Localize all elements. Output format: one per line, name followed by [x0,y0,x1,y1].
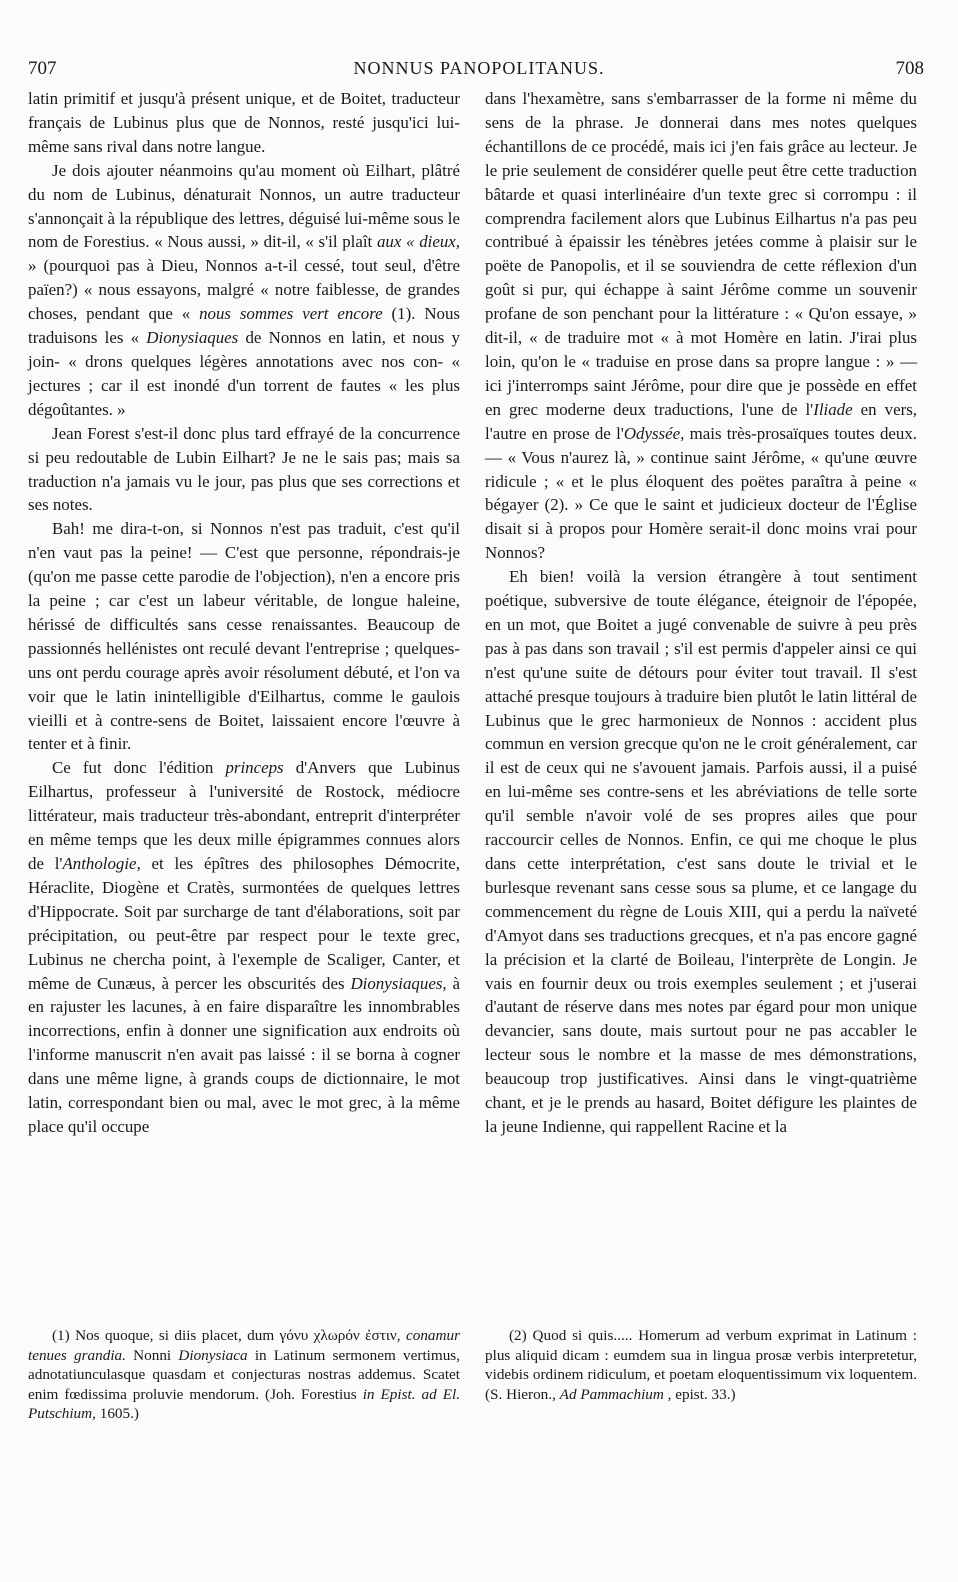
paragraph: Je dois ajouter néanmoins qu'au moment où Eilhart, plâtré du nom de Lubinus, dénaturait Nonnos, un autre traducteur s'annonçait à la république des lettres, déguisé lui-même sous le nom de Forestius. « Nous aussi, » dit-il, « s'il plaît aux « dieux, » (pourquoi pas à Dieu, Nonnos a-t-il cessé, tout seul, d'être païen?) « nous essayons, malgré « notre faiblesse, de grandes choses, pendant que « nous sommes vert encore (1). Nous traduisons les « Dionysiaques de Nonnos en latin, et nous y join- « drons quelques légères annotations avec nos con- « jectures ; car il est inondé d'un torrent de fautes « les plus dégoûtantes. » [28,160,461,419]
page-number-left: 707 [28,58,57,79]
running-title: NONNUS PANOPOLITANUS. [353,58,605,78]
footnote-2: (2) Quod si quis..... Homerum ad verbum exprimat in Latinum : plus aliquid dicam : eumdem sua in lingua prosæ verbis interpretetur, videbis ordinem ridiculum, et poetam eloquentissimum vix loquentem. (S. Hieron., Ad Pammachium , epist. 33.) [485,1327,917,1403]
paragraph: latin primitif et jusqu'à présent unique, et de Boitet, traducteur français de Lubinus plus que de Nonnos, resté jusqu'ici lui-même sans rival dans notre langue. [28,89,460,156]
paragraph: Bah! me dira-t-on, si Nonnos n'est pas traduit, c'est qu'il n'en vaut pas la peine! — C'est que personne, répondrais-je (qu'on me passe cette parodie de l'objection), n'en a encore pris la peine ; car c'est un labeur véritable, de longue haleine, hérissé de difficultés sans cesse renaissantes. Beaucoup de passionnés hellénistes ont reculé devant l'entreprise ; quelques-uns ont perdu courage après avoir résolument débuté, et l'on va voir que le latin inintelligible d'Eilhartus, comme le gaulois vieilli et à contre-sens de Boitet, laissaient encore l'œuvre à tenter et à finir. [28,519,460,754]
left-column [28,87,460,1139]
running-header [0,58,958,88]
paragraph: Jean Forest s'est-il donc plus tard effrayé de la concurrence si peu redoutable de Lubin Eilhart? Je ne le sais pas; mais sa traduction n'a jamais vu le jour, pas plus que ses corrections et ses notes. [28,423,460,515]
paragraph: dans l'hexamètre, sans s'embarrasser de la forme ni même du sens de la phrase. Je donnerai dans mes notes quelques échantillons de ce procédé, mais ici j'en fais grâce au lecteur. Je le prie seulement de considérer quelle peut être cette traduction bâtarde et quasi interlinéaire d'un texte grec si corrompu : il comprendra facilement alors que Lubinus Eilhartus n'a pas peu contribué à épaissir les ténèbres jetées comme à plaisir sur le poëte de Panopolis, et il se souviendra de cette réflexion d'un goût si pur, qui échappe à saint Jérôme comme un souvenir profane de son penchant pour la littérature : « Qu'on essaye, » dit-il, « de traduire mot « à mot Homère en latin. J'irai plus loin, qu'on le « traduise en prose dans sa propre langue : » — ici j'interromps saint Jérôme, pour dire que je possède en effet en grec moderne deux traductions, l'une de l'Iliade en vers, l'autre en prose de l'Odyssée, mais très-prosaïques toutes deux. — « Vous n'aurez là, » continue saint Jérôme, « qu'une œuvre ridicule ; « et le plus éloquent des poëtes paraîtra à peine « bégayer (2). » Ce que le saint et judicieux docteur de l'Église disait si à propos pour Homère serait-il donc moins vrai pour Nonnos? [485,89,918,563]
page-number-right: 708 [895,58,924,79]
paragraph: Eh bien! voilà la version étrangère à tout sentiment poétique, subversive de toute élégance, éteignoir de l'épopée, en un mot, que Boitet a jugé convenable de suivre à peu près pas à pas dans son travail ; s'il est permis d'appeler ainsi ce qui n'est qu'une suite de détours pour éviter tout travail. Il s'est attaché presque toujours à traduire bien plutôt le latin littéral de Lubinus que le grec harmonieux de Nonnos : accident plus commun en version grecque qu'on ne le croit généralement, car il est de ceux qui ne s'avouent jamais. Parfois aussi, il a puisé en lui-même ses contre-sens et les abréviations de telle sorte qu'il semble n'avoir volé de ses propres ailes que pour raccourcir celles de Nonnos. Enfin, ce qui me choque le plus dans cette interprétation, c'est sans doute le trivial et le burlesque revenant sans cesse sous sa plume, et ce langage du commencement du règne de Louis XIII, qui a perdu la naïveté d'Amyot dans ses traductions grecques, et n'a pas encore gagné la précision et la clarté de Boileau, l'interprète de Longin. Je vais en fournir deux ou trois exemples seulement ; et j'userai d'autant de réserve dans mes notes par égard pour mon unique devancier, sans doute, mais surtout pour ne pas accabler le lecteur sous le nombre et la masse de mes démonstrations, beaucoup trop justificatives. Ainsi dans le vingt-quatrième chant, et je le prends au hasard, Boitet défigure les plaintes de la jeune Indienne, qui rappellent Racine et la [485,567,917,1136]
footnote-1: (1) Nos quoque, si diis placet, dum γόνυ χλωρόν ἐστιν, conamur tenues grandia. Nonni Dionysiaca in Latinum sermonem vertimus, adnotatiunculasque quasdam et conjecturas nostras addemus. Scatet enim fœdissima proluvie mendorum. (Joh. Forestius in Epist. ad El. Putschium, 1605.) [28,1327,461,1422]
right-column [485,87,917,1139]
paragraph: Ce fut donc l'édition princeps d'Anvers que Lubinus Eilhartus, professeur à l'université de Rostock, médiocre littérateur, mais traducteur très-abondant, entreprit d'interpréter en même temps que les deux mille épigrammes connues alors de l'Anthologie, et les épîtres des philosophes Démocrite, Héraclite, Diogène et Cratès, surmontées de quelques lettres d'Hippocrate. Soit par surcharge de tant d'élaborations, soit par précipitation, ou peut-être par respect pour le texte grec, Lubinus ne chercha point, à l'exemple de Scaliger, Canter, et même de Cunæus, à percer les obscurités des Dionysiaques, à en rajuster les lacunes, à en faire disparaître les innombrables incorrections, enfin à donner une signification aux endroits où l'informe manuscrit n'en avait pas laissé : il se borna à cogner dans une même ligne, à grands coups de dictionnaire, le mot latin, correspondant bien ou mal, avec le mot grec, à la même place qu'il occupe [28,758,460,1136]
